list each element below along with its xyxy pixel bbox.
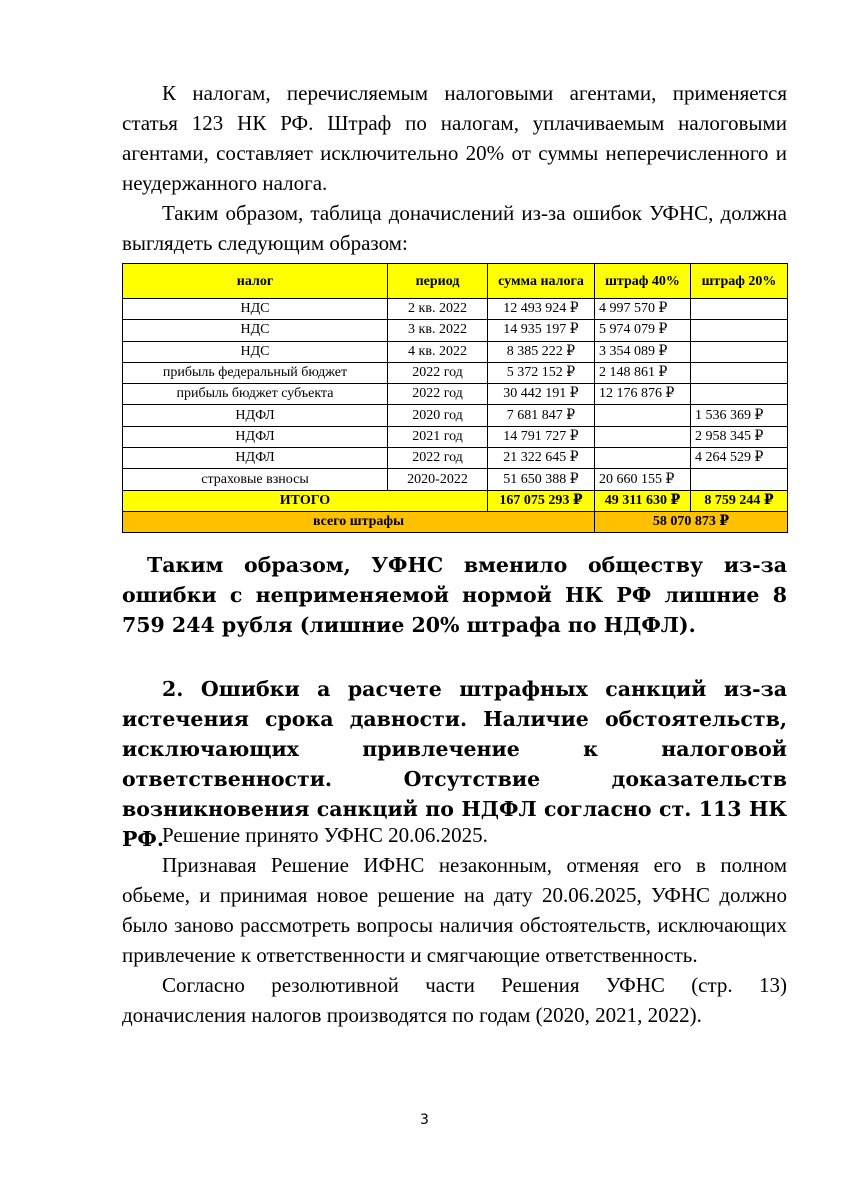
- table-total-row: [123, 490, 788, 511]
- cell-fine-40: 12 176 876 ₽: [595, 384, 691, 405]
- cell-fine-40: [595, 448, 691, 469]
- cell-fine-20: 1 536 369 ₽: [691, 405, 788, 426]
- header-fine-40: штраф 40%: [595, 264, 691, 299]
- cell-fine-20: [691, 299, 788, 320]
- cell-period: 2022 год: [388, 384, 488, 405]
- cell-tax: прибыль бюджет субъекта: [123, 384, 388, 405]
- cell-fine-20: [691, 384, 788, 405]
- cell-amount: 14 935 197 ₽: [488, 320, 595, 341]
- paragraph-reconsideration: Признавая Решение ИФНС незаконным, отменяя его в полном обьеме, и принимая новое решение на дату 20.06.2025, УФНС должно было заново рассмотреть вопросы наличия обстоятельств, исключающих привлечение к ответственности и смягчающие ответственность.: [122, 853, 787, 967]
- cell-amount: 51 650 388 ₽: [488, 469, 595, 490]
- cell-amount: 7 681 847 ₽: [488, 405, 595, 426]
- intro-text: [122, 78, 787, 258]
- header-fine-20: штраф 20%: [691, 264, 788, 299]
- table-row: [123, 320, 788, 341]
- cell-fine-40: 20 660 155 ₽: [595, 469, 691, 490]
- cell-period: 2020-2022: [388, 469, 488, 490]
- cell-amount: 5 372 152 ₽: [488, 362, 595, 383]
- cell-tax: НДС: [123, 320, 388, 341]
- table-row: [123, 341, 788, 362]
- conclusion-text: Таким образом, УФНС вменило обществу из-за ошибки с неприменяемой нормой НК РФ лишние 8 759 244 рубля (лишние 20% штрафа по НДФЛ).: [122, 553, 787, 637]
- cell-tax: НДС: [123, 341, 388, 362]
- cell-fine-20: [691, 362, 788, 383]
- cell-period: 2022 год: [388, 362, 488, 383]
- cell-amount: 12 493 924 ₽: [488, 299, 595, 320]
- table-row: [123, 469, 788, 490]
- table-row: [123, 362, 788, 383]
- cell-amount: 14 791 727 ₽: [488, 426, 595, 447]
- cell-tax: НДС: [123, 299, 388, 320]
- section-2-text: [122, 820, 787, 1030]
- cell-period: 2 кв. 2022: [388, 299, 488, 320]
- grand-label: всего штрафы: [123, 511, 595, 532]
- cell-period: 3 кв. 2022: [388, 320, 488, 341]
- total-fine-40: 49 311 630 ₽: [595, 490, 691, 511]
- cell-period: 2020 год: [388, 405, 488, 426]
- cell-fine-40: 4 997 570 ₽: [595, 299, 691, 320]
- cell-period: 2022 год: [388, 448, 488, 469]
- cell-fine-40: [595, 426, 691, 447]
- paragraph-table-intro: Таким образом, таблица доначислений из-за ошибок УФНС, должна выглядеть следующим образом:: [122, 201, 787, 255]
- table-row: [123, 384, 788, 405]
- cell-tax: НДФЛ: [123, 426, 388, 447]
- table-grand-total-row: [123, 511, 788, 532]
- cell-amount: 30 442 191 ₽: [488, 384, 595, 405]
- surcharge-table: [122, 263, 788, 533]
- cell-period: 4 кв. 2022: [388, 341, 488, 362]
- cell-fine-20: [691, 320, 788, 341]
- cell-tax: прибыль федеральный бюджет: [123, 362, 388, 383]
- table-row: [123, 299, 788, 320]
- cell-fine-20: [691, 469, 788, 490]
- header-tax-amount: сумма налога: [488, 264, 595, 299]
- section-2-title: Ошибки а расчете штрафных санкций из-за истечения срока давности. Наличие обстоятельств, исключающих привлечение к налоговой ответственности. Отсутствие доказательств возникновения санкций по НДФЛ согласно ст. 113 НК РФ.: [122, 677, 788, 851]
- cell-fine-40: [595, 405, 691, 426]
- section-2-number: 2.: [162, 677, 184, 701]
- cell-fine-20: 4 264 529 ₽: [691, 448, 788, 469]
- table-row: [123, 405, 788, 426]
- paragraph-article-123: К налогам, перечисляемым налоговыми агентами, применяется статья 123 НК РФ. Штраф по налогам, уплачиваемым налоговыми агентами, составляет исключительно 20% от суммы неперечисленного и неудержанного налога.: [122, 81, 787, 195]
- total-label: ИТОГО: [123, 490, 488, 511]
- page-number: 3: [420, 1112, 429, 1128]
- paragraph-decision-date: Решение принято УФНС 20.06.2025.: [162, 823, 488, 847]
- cell-tax: страховые взносы: [123, 469, 388, 490]
- cell-tax: НДФЛ: [123, 405, 388, 426]
- table-row: [123, 426, 788, 447]
- table-row: [123, 448, 788, 469]
- paragraph-resolution: Согласно резолютивной части Решения УФНС (стр. 13) доначисления налогов производятся по годам (2020, 2021, 2022).: [122, 973, 787, 1027]
- table-header-row: [123, 264, 788, 299]
- header-period: период: [388, 264, 488, 299]
- cell-fine-20: [691, 341, 788, 362]
- cell-fine-20: 2 958 345 ₽: [691, 426, 788, 447]
- header-tax: налог: [123, 264, 388, 299]
- cell-fine-40: 2 148 861 ₽: [595, 362, 691, 383]
- total-tax: 167 075 293 ₽: [488, 490, 595, 511]
- cell-fine-40: 5 974 079 ₽: [595, 320, 691, 341]
- cell-amount: 8 385 222 ₽: [488, 341, 595, 362]
- cell-tax: НДФЛ: [123, 448, 388, 469]
- cell-period: 2021 год: [388, 426, 488, 447]
- cell-fine-40: 3 354 089 ₽: [595, 341, 691, 362]
- cell-amount: 21 322 645 ₽: [488, 448, 595, 469]
- total-fine-20: 8 759 244 ₽: [691, 490, 788, 511]
- grand-value: 58 070 873 ₽: [595, 511, 788, 532]
